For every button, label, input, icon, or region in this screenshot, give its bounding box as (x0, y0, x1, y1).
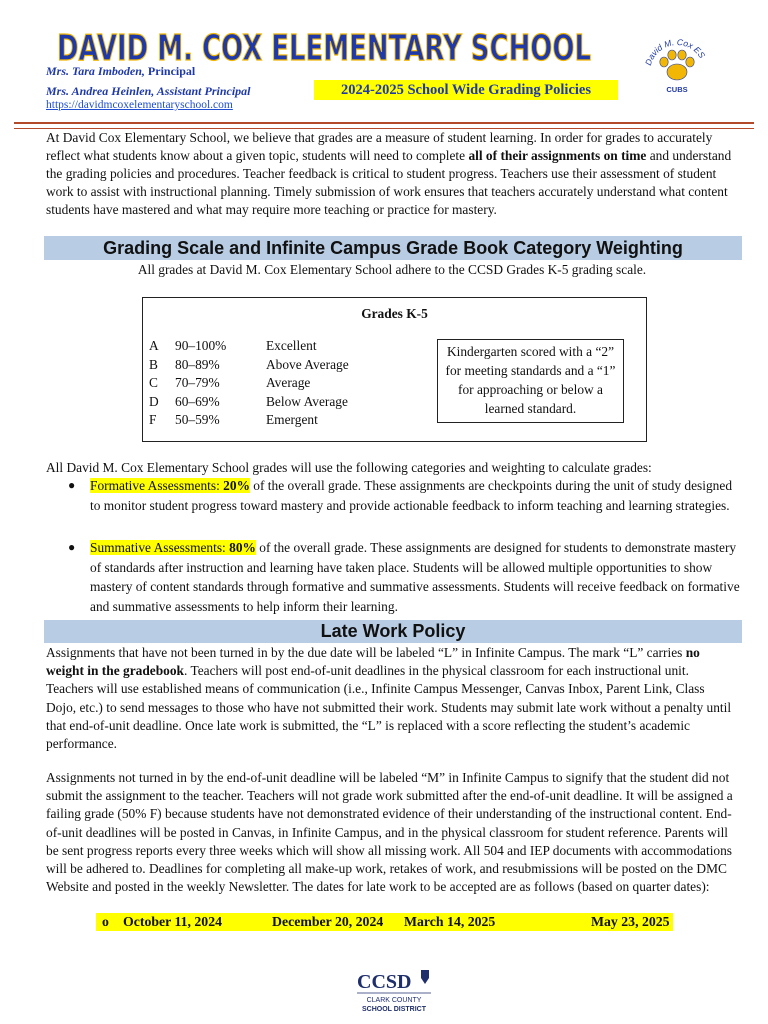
grade-range: 70–79% (175, 375, 220, 390)
formative-weight: 20% (223, 478, 250, 493)
categories-intro: All David M. Cox Elementary School grades will use the following categories and weighting to calculate grades: (46, 460, 652, 475)
svg-text:David M. Cox ES: David M. Cox ES (642, 36, 708, 67)
assistant-principal-line: Mrs. Andrea Heinlen, Assistant Principal (46, 84, 251, 98)
grading-scale-intro: All grades at David M. Cox Elementary School adhere to the CCSD Grades K-5 grading scale. (137, 262, 647, 277)
summative-bullet: ● Summative Assessments: 80% of the overall grade. These assignments are designed for students to demonstrate mastery of standards after instruction and learning have taken place. Students will be allowed multiple opportunities to show mastery of content standards through formative and summative assessments. Students will receive feedback on formative and summative assessments to help inform their learning. (68, 540, 740, 614)
grade-letter: A (149, 338, 159, 353)
principal-name: Mrs. Tara Imboden, (46, 64, 145, 78)
nevada-shape-icon (421, 970, 429, 984)
grade-range: 50–59% (175, 412, 220, 427)
grade-letter: C (149, 375, 158, 390)
late-work-heading: Late Work Policy (44, 620, 742, 643)
grade-desc: Excellent (266, 338, 317, 353)
kindergarten-note: Kindergarten scored with a “2” for meeting standards and a “1” for approaching or below a learned standard. (437, 339, 624, 423)
grade-desc: Above Average (266, 356, 349, 372)
grade-row (149, 394, 429, 412)
grade-range: 60–69% (175, 393, 220, 409)
principal-role: Principal (147, 64, 196, 78)
grade-desc: Emergent (266, 412, 318, 427)
policy-title: 2024-2025 School Wide Grading Policies (314, 80, 618, 100)
grading-section-heading: Grading Scale and Infinite Campus Grade Book Category Weighting (44, 236, 742, 260)
formative-bullet: ● Formative Assessments: 20% of the overall grade. These assignments are checkpoints during the unit of study designed to monitor student progress toward mastery and provide actionable feedback to inform teaching and learning strategies. (68, 478, 733, 513)
summative-weight: 80% (229, 540, 256, 555)
grade-letter: D (149, 393, 159, 409)
grade-row (149, 338, 429, 356)
grades-table-title: Grades K-5 (361, 306, 428, 321)
grade-range: 80–89% (175, 356, 220, 372)
svg-text:CUBS: CUBS (666, 85, 688, 94)
svg-text:DAVID M. COX ELEMENTARY SCHOOL: DAVID M. COX ELEMENTARY SCHOOL (57, 28, 591, 69)
svg-text:CLARK COUNTY: CLARK COUNTY (366, 997, 422, 1004)
grade-desc: Average (266, 375, 311, 390)
date-q1: October 11, 2024 (123, 914, 222, 929)
school-name-title (55, 20, 595, 70)
late-work-emphasis: no weight in the gradebook (46, 645, 700, 679)
svg-text:SCHOOL DISTRICT: SCHOOL DISTRICT (361, 1006, 427, 1013)
grades-table (142, 297, 647, 442)
bullet-dot-icon: ● (68, 478, 76, 492)
late-work-dates (96, 913, 673, 931)
intro-emphasis: all of their assignments on time (468, 148, 647, 163)
grade-letter: F (149, 412, 157, 427)
grade-letter: B (149, 356, 158, 372)
grade-row (149, 357, 429, 375)
svg-text:CCSD: CCSD (357, 971, 412, 993)
summative-label: Summative Assessments: 80% (90, 540, 256, 555)
formative-label: Formative Assessments: 20% (90, 478, 250, 493)
intro-paragraph: At David Cox Elementary School, we believe that grades are a measure of student learning. In order for grades to accurately reflect what students know about a given topic, students will need to complete all of their assignments on time and understand the grading policies and procedures. Teacher feedback is critical to student progress. Teachers use their assessment of student work to assist with instructional planning. Timely submission of work ensures that teachers accurately understand what content students have mastered and what may require more teaching or practice for mastery. (46, 130, 732, 217)
late-work-paragraph-2: Assignments not turned in by the end-of-unit deadline will be labeled “M” in Infinite Campus to signify that the student did not submit the assignment to the teacher. Teachers will not grade work submitted after the end-of-unit deadline. It will be assigned a failing grade (50% F) because students have not demonstrated evidence of their understanding of the instructional content. End-of-unit deadlines will be posted in Canvas, in Infinite Campus, and in the physical classroom for student reference. Parents will be sent progress reports every three weeks which will show all missing work. All 504 and IEP documents with accommodations will be adhered to. Deadlines for completing all make-up work, retakes of work, and resubmissions will be posted on the DMC Website and posted in the weekly Newsletter. The dates for late work to be accepted are as follows (based on quarter dates): (46, 770, 733, 895)
grade-range: 90–100% (175, 338, 227, 353)
header-divider (14, 122, 754, 129)
school-paw-logo (640, 28, 714, 96)
principal-line (46, 64, 195, 79)
ccsd-logo (355, 966, 435, 1016)
school-website-link[interactable]: https://davidmcoxelementaryschool.com (46, 99, 233, 111)
date-q2: December 20, 2024 (272, 914, 384, 929)
late-work-paragraph-1: Assignments that have not been turned in by the due date will be labeled “L” in Infinite Campus. The mark “L” carries no weight in the gradebook. Teachers will post end-of-unit deadlines in the physical classroom for each instructional unit. Teachers will use established means of communication (i.e., Infinite Campus Messenger, Canvas Inbox, Parent Link, Class Dojo, etc.) to send messages to those who have not submitted their work. Students may submit late work without a penalty until that end-of-unit deadline. Once late work is submitted, the “L” is replaced with a score reflecting the student’s academic performance. (46, 645, 732, 752)
grade-desc: Below Average (266, 393, 348, 409)
grade-row (149, 412, 429, 430)
dates-bullet-icon: o (102, 914, 109, 929)
date-q3: March 14, 2025 (404, 914, 496, 929)
grade-row (149, 375, 429, 393)
bullet-dot-icon: ● (68, 540, 76, 554)
date-q4: May 23, 2025 (591, 914, 670, 929)
